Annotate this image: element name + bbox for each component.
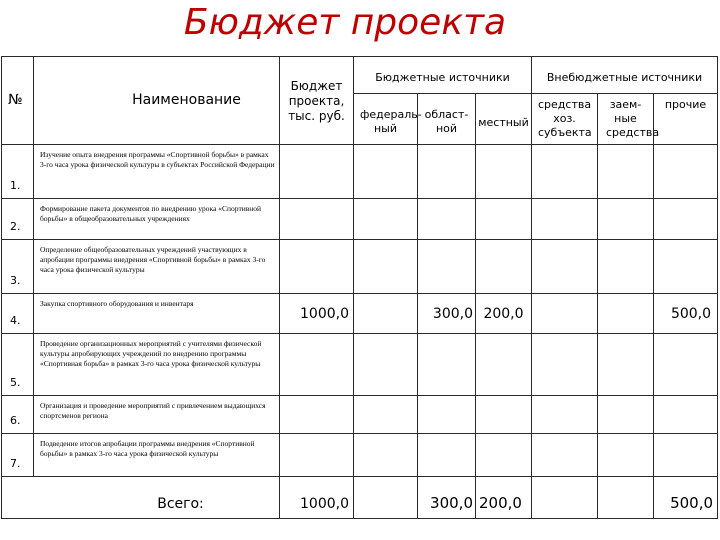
row-regional: 300,0: [418, 294, 476, 334]
header-regional: област-ной: [418, 94, 476, 145]
table-row: [2, 145, 718, 199]
row-other: [654, 434, 718, 477]
row-name: Определение общеобразовательных учреждений участвующих в апробации программы внедрения «Спортивной борьбы» в рамках 3-го часа урока физической культуры: [34, 240, 280, 294]
row-budget: [280, 334, 354, 396]
row-federal: [354, 294, 418, 334]
row-federal: [354, 434, 418, 477]
budget-table: [1, 56, 718, 519]
page-title: Бюджет проекта: [183, 2, 507, 43]
row-regional: [418, 396, 476, 434]
row-other: [654, 145, 718, 199]
row-local: [476, 145, 532, 199]
row-name: Формирование пакета документов по внедрению урока «Спортивной борьбы» в общеобразовательных учреждениях: [34, 199, 280, 240]
table-row: [2, 199, 718, 240]
header-borrowed: заем-ные средства: [598, 94, 654, 145]
row-other: [654, 334, 718, 396]
total-label: Всего:: [2, 477, 280, 519]
total-local: 200,0: [476, 477, 532, 519]
row-borrowed: [598, 199, 654, 240]
row-num: 7.: [2, 434, 34, 477]
row-borrowed: [598, 334, 654, 396]
row-federal: [354, 240, 418, 294]
total-other: 500,0: [654, 477, 718, 519]
row-regional: [418, 334, 476, 396]
row-local: [476, 396, 532, 434]
table-row: [2, 240, 718, 294]
row-business: [532, 396, 598, 434]
row-num: 2.: [2, 199, 34, 240]
header-budget-sources: Бюджетные источники: [354, 57, 532, 94]
row-borrowed: [598, 396, 654, 434]
row-federal: [354, 334, 418, 396]
row-regional: [418, 199, 476, 240]
row-num: 4.: [2, 294, 34, 334]
row-budget: 1000,0: [280, 294, 354, 334]
row-business: [532, 199, 598, 240]
header-other: прочие: [654, 94, 718, 145]
row-other: [654, 240, 718, 294]
total-budget: 1000,0: [280, 477, 354, 519]
row-budget: [280, 396, 354, 434]
row-borrowed: [598, 240, 654, 294]
row-local: [476, 199, 532, 240]
table-row: [2, 294, 718, 334]
row-num: 5.: [2, 334, 34, 396]
row-business: [532, 294, 598, 334]
row-local: [476, 434, 532, 477]
header-name: Наименование: [34, 57, 280, 145]
row-borrowed: [598, 145, 654, 199]
row-regional: [418, 434, 476, 477]
row-borrowed: [598, 434, 654, 477]
row-name: Изучение опыта внедрения программы «Спортивной борьбы» в рамках 3-го часа урока физической культуры в субъектах Российской Федерации: [34, 145, 280, 199]
row-num: 3.: [2, 240, 34, 294]
row-other: 500,0: [654, 294, 718, 334]
row-budget: [280, 145, 354, 199]
row-local: 200,0: [476, 294, 532, 334]
row-budget: [280, 434, 354, 477]
row-business: [532, 145, 598, 199]
row-budget: [280, 240, 354, 294]
header-local: местный: [476, 94, 532, 145]
header-extra-sources: Внебюджетные источники: [532, 57, 718, 94]
row-regional: [418, 145, 476, 199]
table-row: [2, 434, 718, 477]
table-row: [2, 334, 718, 396]
row-local: [476, 240, 532, 294]
row-name: Подведение итогов апробации программы внедрения «Спортивной борьбы» в рамках 3-го часа урока физической культуры: [34, 434, 280, 477]
header-num: №: [2, 57, 34, 145]
row-regional: [418, 240, 476, 294]
row-federal: [354, 396, 418, 434]
total-business: [532, 477, 598, 519]
total-row: [2, 477, 718, 519]
row-num: 6.: [2, 396, 34, 434]
total-borrowed: [598, 477, 654, 519]
row-borrowed: [598, 294, 654, 334]
row-num: 1.: [2, 145, 34, 199]
row-business: [532, 334, 598, 396]
row-federal: [354, 145, 418, 199]
row-federal: [354, 199, 418, 240]
row-name: Организация и проведение мероприятий с привлечением выдающихся спортсменов региона: [34, 396, 280, 434]
header-business: средства хоз. субъекта: [532, 94, 598, 145]
row-local: [476, 334, 532, 396]
row-name: Закупка спортивного оборудования и инвентаря: [34, 294, 280, 334]
total-regional: 300,0: [418, 477, 476, 519]
row-other: [654, 199, 718, 240]
row-name: Проведение организационных мероприятий с учителями физической культуры апробирующих учреждений по внедрению программы «Спортивная борьба» в рамках 3-го часа урока физической культуры: [34, 334, 280, 396]
total-federal: [354, 477, 418, 519]
row-business: [532, 434, 598, 477]
row-other: [654, 396, 718, 434]
table-row: [2, 396, 718, 434]
row-budget: [280, 199, 354, 240]
header-federal: федераль-ный: [354, 94, 418, 145]
header-budget: Бюджет проекта, тыс. руб.: [280, 57, 354, 145]
row-business: [532, 240, 598, 294]
header-row-1: [2, 57, 718, 94]
